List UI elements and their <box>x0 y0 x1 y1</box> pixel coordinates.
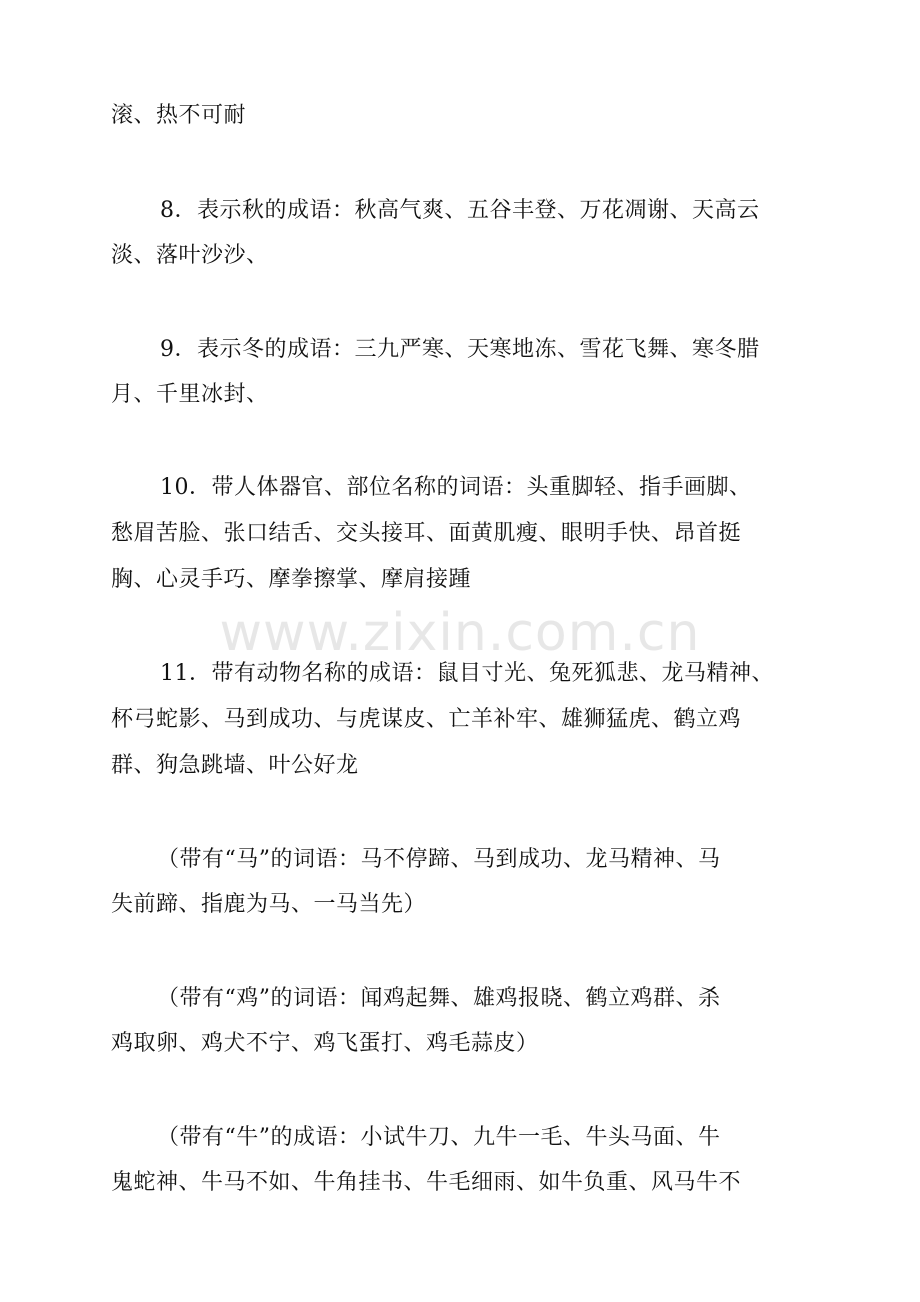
paragraph-10-line-1: 10．带人体器官、部位名称的词语：头重脚轻、指手画脚、 <box>160 475 752 500</box>
paragraph-8-line-2: 淡、落叶沙沙、 <box>111 243 269 268</box>
ox-idioms-line-2: 鬼蛇神、牛马不如、牛角挂书、牛毛细雨、如牛负重、风马牛不 <box>111 1170 742 1195</box>
chicken-idioms-line-1: （带有“鸡”的词语：闻鸡起舞、雄鸡报晓、鹤立鸡群、杀 <box>157 986 721 1011</box>
paragraph-11-line-1: 11．带有动物名称的成语：鼠目寸光、兔死狐悲、龙马精神、 <box>160 661 774 686</box>
paragraph-11-line-3: 群、狗急跳墙、叶公好龙 <box>111 753 359 778</box>
paragraph-10-line-3: 胸、心灵手巧、摩拳擦掌、摩肩接踵 <box>111 567 472 592</box>
paragraph-9-line-1: 9．表示冬的成语：三九严寒、天寒地冻、雪花飞舞、寒冬腊 <box>160 337 760 362</box>
paragraph-8-line-1: 8．表示秋的成语：秋高气爽、五谷丰登、万花凋谢、天高云 <box>160 198 760 223</box>
paragraph-continuation-line-1: 滚、热不可耐 <box>111 103 247 128</box>
paragraph-10-line-2: 愁眉苦脸、张口结舌、交头接耳、面黄肌瘦、眼明手快、昂首挺 <box>111 521 742 546</box>
watermark: www.zixin.com.cn <box>219 603 701 663</box>
ox-idioms-line-1: （带有“牛”的成语：小试牛刀、九牛一毛、牛头马面、牛 <box>157 1125 721 1150</box>
paragraph-11-line-2: 杯弓蛇影、马到成功、与虎谋皮、亡羊补牢、雄狮猛虎、鹤立鸡 <box>111 707 742 732</box>
horse-idioms-line-1: （带有“马”的词语：马不停蹄、马到成功、龙马精神、马 <box>157 847 721 872</box>
chicken-idioms-line-2: 鸡取卵、鸡犬不宁、鸡飞蛋打、鸡毛蒜皮） <box>111 1031 539 1056</box>
paragraph-9-line-2: 月、千里冰封、 <box>111 382 269 407</box>
horse-idioms-line-2: 失前蹄、指鹿为马、一马当先） <box>111 892 427 917</box>
